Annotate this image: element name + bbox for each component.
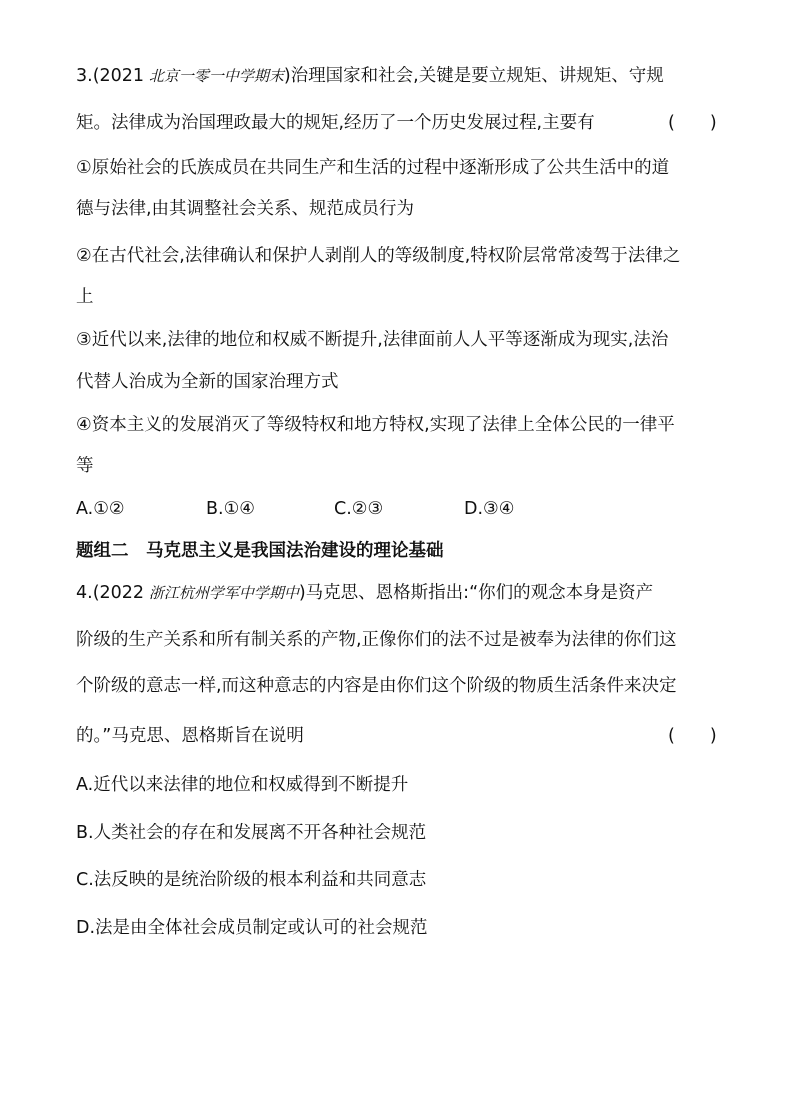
q3-source: 北京一零一中学期末 bbox=[144, 67, 284, 85]
q3-stem-line-1: 3.(2021 北京一零一中学期末)治理国家和社会,关键是要立规矩、讲规矩、守规 bbox=[76, 66, 664, 86]
q4-source: 浙江杭州学军中学期中 bbox=[144, 584, 299, 602]
q3-statement-4-cont: 等 bbox=[76, 456, 94, 476]
q4-option-b[interactable]: B.人类社会的存在和发展离不开各种社会规范 bbox=[76, 823, 427, 843]
q4-stem-line-1: 4.(2022 浙江杭州学军中学期中)马克思、恩格斯指出:“你们的观念本身是资产 bbox=[76, 583, 654, 603]
q4-stem-line-4: 的。”马克思、恩格斯旨在说明 bbox=[76, 726, 304, 746]
q4-answer-blank: ( ) bbox=[668, 726, 717, 746]
q4-stem-line-2: 阶级的生产关系和所有制关系的产物,正像你们的法不过是被奉为法律的你们这 bbox=[76, 630, 677, 650]
q3-option-b[interactable]: B.①④ bbox=[206, 499, 255, 519]
q3-option-d[interactable]: D.③④ bbox=[464, 499, 515, 519]
q4-option-d[interactable]: D.法是由全体社会成员制定或认可的社会规范 bbox=[76, 918, 428, 938]
q3-statement-1-cont: 德与法律,由其调整社会关系、规范成员行为 bbox=[76, 199, 415, 219]
q4-option-a[interactable]: A.近代以来法律的地位和权威得到不断提升 bbox=[76, 775, 409, 795]
q4-stem-line-3: 个阶级的意志一样,而这种意志的内容是由你们这个阶级的物质生活条件来决定 bbox=[76, 676, 677, 696]
q3-number: 3.(2021 bbox=[76, 66, 145, 86]
q3-statement-4: ④资本主义的发展消灭了等级特权和地方特权,实现了法律上全体公民的一律平 bbox=[76, 415, 675, 435]
q4-number: 4.(2022 bbox=[76, 583, 145, 603]
group-heading: 题组二 马克思主义是我国法治建设的理论基础 bbox=[76, 541, 444, 561]
q3-answer-blank: ( ) bbox=[668, 113, 717, 133]
q3-statement-2: ②在古代社会,法律确认和保护人剥削人的等级制度,特权阶层常常凌驾于法律之 bbox=[76, 246, 681, 266]
q3-option-c[interactable]: C.②③ bbox=[334, 499, 384, 519]
q3-stem-line-2: 矩。法律成为治国理政最大的规矩,经历了一个历史发展过程,主要有 bbox=[76, 113, 595, 133]
q3-statement-3: ③近代以来,法律的地位和权威不断提升,法律面前人人平等逐渐成为现实,法治 bbox=[76, 330, 669, 350]
q3-option-a[interactable]: A.①② bbox=[76, 499, 125, 519]
q3-statement-3-cont: 代替人治成为全新的国家治理方式 bbox=[76, 372, 339, 392]
q3-statement-2-cont: 上 bbox=[76, 287, 94, 307]
q3-statement-1: ①原始社会的氏族成员在共同生产和生活的过程中逐渐形成了公共生活中的道 bbox=[76, 158, 670, 178]
q4-option-c[interactable]: C.法反映的是统治阶级的根本利益和共同意志 bbox=[76, 870, 427, 890]
q3-options bbox=[76, 496, 720, 522]
